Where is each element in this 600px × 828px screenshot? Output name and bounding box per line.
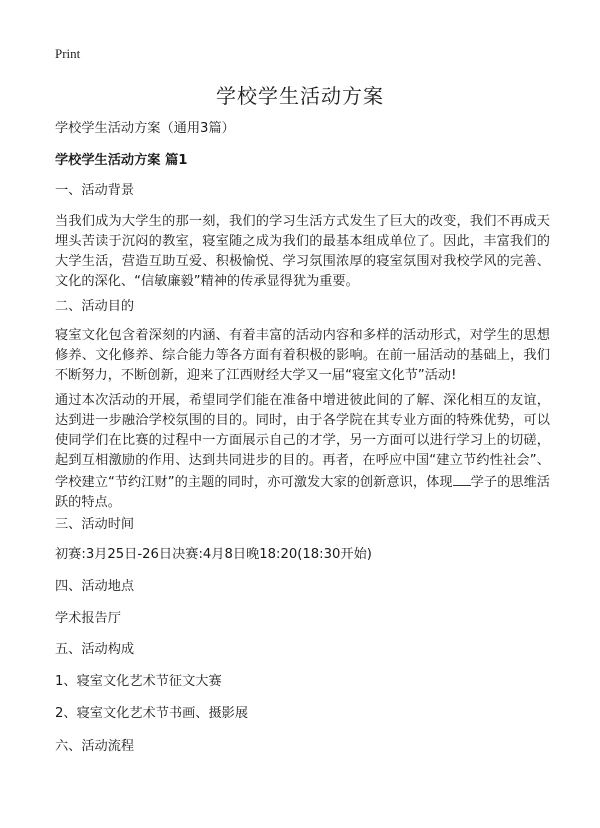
activity-time-text: 初赛:3月25日-26日决赛:4月8日晚18:20(18:30开始) [55,547,372,562]
purpose-paragraph-2 [55,391,550,513]
composition-item-2: 2、寝室文化艺术节书画、摄影展 [55,706,249,721]
purpose-paragraph-1: 寝室文化包含着深刻的内涵、有着丰富的活动内容和多样的活动形式，对学生的思想修养、文化修养、综合能力等各方面有着积极的影响。在前一届活动的基础上，我们不断努力，不断创新，迎来了江西财经大学又一届“寝室文化节”活动! [55,328,550,383]
section-heading-purpose: 二、活动目的 [55,299,135,314]
article-heading: 学校学生活动方案 篇1 [55,153,188,168]
section-heading-composition: 五、活动构成 [55,642,135,657]
section-heading-location: 四、活动地点 [55,579,135,594]
document-subtitle: 学校学生活动方案（通用3篇） [55,121,235,136]
section-heading-time: 三、活动时间 [55,517,135,532]
section-heading-background: 一、活动背景 [55,183,135,198]
purpose-paragraph-2-text: 通过本次活动的开展，希望同学们能在准备中增进彼此间的了解、深化相互的友谊，达到进一步融洽学校氛围的目的。同时，由于各学院在其专业方面的特殊优势，可以使同学们在比赛的过程中一方面展示自己的才学，另一方面可以进行学习上的切磋，起到互相激励的作用、达到共同进步的目的。再者，在呼应中国“建立节约性社会”、学校建立“节约江财”的主题的同时，亦可激发大家的创新意识，体现 [55,393,550,490]
activity-location-text: 学术报告厅 [55,611,121,626]
blank-underline [453,471,471,486]
purpose-paragraph-2-tail: 学子的思维活跃的特点。 [55,475,550,510]
print-label: Print [55,46,81,61]
composition-item-1: 1、寝室文化艺术节征文大赛 [55,674,222,689]
section-heading-process: 六、活动流程 [55,739,135,754]
background-paragraph: 当我们成为大学生的那一刻，我们的学习生活方式发生了巨大的改变，我们不再成天埋头苦读于沉闷的教室，寝室随之成为我们的最基本组成单位了。因此，丰富我们的大学生活，营造互助互爱、积极愉悦、学习氛围浓厚的寝室氛围对我校学风的完善、文化的深化、“信敏廉毅”精神的传承显得犹为重要。 [55,214,550,289]
document-title: 学校学生活动方案 [216,84,384,108]
